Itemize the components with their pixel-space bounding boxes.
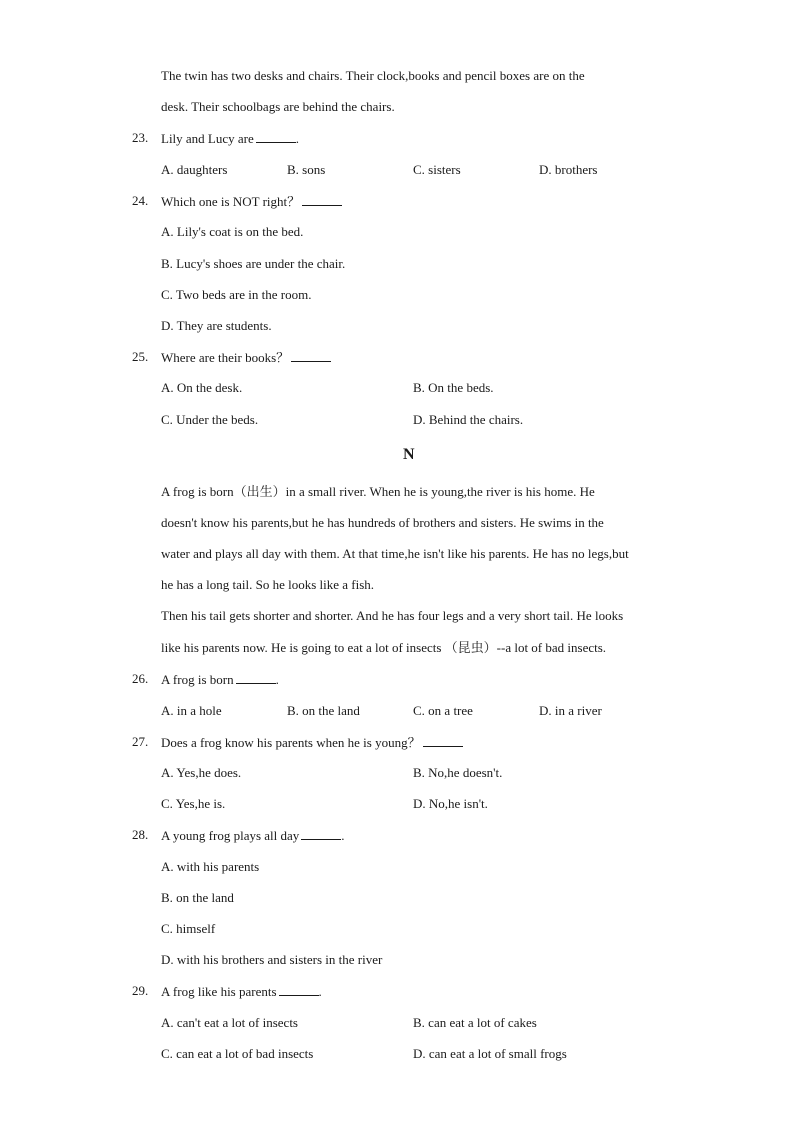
passage-line: water and plays all day with them. At that time,he isn't like his parents. He has no legs,but <box>161 546 629 561</box>
option-d[interactable]: D. with his brothers and sisters in the river <box>161 952 383 967</box>
question-stem <box>161 827 345 844</box>
option-a[interactable]: A. On the desk. <box>161 380 243 395</box>
option-c[interactable]: C. on a tree <box>413 703 473 718</box>
option-a[interactable]: A. can't eat a lot of insects <box>161 1015 298 1030</box>
question-stem <box>161 193 342 210</box>
option-a[interactable]: A. in a hole <box>161 703 222 718</box>
option-c[interactable]: C. Under the beds. <box>161 412 259 427</box>
question-tail: . <box>295 131 300 146</box>
question-text: A frog is born <box>161 672 234 687</box>
option-a[interactable]: A. Yes,he does. <box>161 765 242 780</box>
option-c[interactable]: C. Yes,he is. <box>161 796 226 811</box>
option-b[interactable]: B. On the beds. <box>413 380 494 395</box>
answer-blank[interactable] <box>291 349 331 362</box>
question-stem <box>161 349 331 366</box>
question-text: A young frog plays all day <box>161 828 300 843</box>
option-d[interactable]: D. in a river <box>539 703 602 718</box>
answer-blank[interactable] <box>301 827 341 840</box>
question-tail: . <box>275 672 279 687</box>
passage-line: The twin has two desks and chairs. Their clock,books and pencil boxes are on the <box>161 68 585 83</box>
passage-line: A frog is born（出生）in a small river. When he is young,the river is his home. He <box>161 484 595 499</box>
option-c[interactable]: C. himself <box>161 921 216 936</box>
answer-blank[interactable] <box>279 983 319 996</box>
passage-line: Then his tail gets shorter and shorter. And he has four legs and a very short tail. He looks <box>161 608 624 623</box>
option-d[interactable]: D. No,he isn't. <box>413 796 488 811</box>
option-c[interactable]: C. Two beds are in the room. <box>161 287 312 302</box>
passage-line: like his parents now. He is going to eat a lot of insects （昆虫）--a lot of bad insects. <box>161 640 607 655</box>
passage-line: desk. Their schoolbags are behind the chairs. <box>161 99 395 114</box>
passage-line: doesn't know his parents,but he has hundreds of brothers and sisters. He swims in the <box>161 515 604 530</box>
question-stem <box>161 130 299 147</box>
section-heading: N <box>403 446 415 463</box>
option-a[interactable]: A. with his parents <box>161 859 260 874</box>
question-number: 24. <box>132 193 149 208</box>
option-b[interactable]: B. Lucy's shoes are under the chair. <box>161 256 346 271</box>
option-b[interactable]: B. on the land <box>161 890 234 905</box>
option-d[interactable]: D. brothers <box>539 162 598 177</box>
answer-blank[interactable] <box>423 734 463 747</box>
question-tail: . <box>341 828 345 843</box>
passage-line: he has a long tail. So he looks like a fish. <box>161 577 375 592</box>
answer-blank[interactable] <box>256 130 296 143</box>
option-a[interactable]: A. Lily's coat is on the bed. <box>161 224 304 239</box>
question-text: Does a frog know his parents when he is young？ <box>161 735 421 750</box>
option-b[interactable]: B. can eat a lot of cakes <box>413 1015 537 1030</box>
option-b[interactable]: B. sons <box>287 162 326 177</box>
question-stem <box>161 983 322 1000</box>
question-number: 29. <box>132 983 149 998</box>
question-text: Where are their books？ <box>161 350 290 365</box>
option-c[interactable]: C. can eat a lot of bad insects <box>161 1046 314 1061</box>
answer-blank[interactable] <box>302 193 342 206</box>
option-a[interactable]: A. daughters <box>161 162 228 177</box>
question-text: Lily and Lucy are <box>161 131 254 146</box>
option-d[interactable]: D. Behind the chairs. <box>413 412 524 427</box>
question-stem <box>161 671 279 688</box>
option-b[interactable]: B. on the land <box>287 703 360 718</box>
question-text: A frog like his parents <box>161 984 277 999</box>
question-number: 23. <box>132 130 149 145</box>
question-number: 28. <box>132 827 149 842</box>
option-d[interactable]: D. They are students. <box>161 318 272 333</box>
question-text: Which one is NOT right？ <box>161 194 301 209</box>
option-b[interactable]: B. No,he doesn't. <box>413 765 503 780</box>
question-number: 25. <box>132 349 149 364</box>
question-number: 27. <box>132 734 149 749</box>
question-tail: . <box>318 984 322 999</box>
option-d[interactable]: D. can eat a lot of small frogs <box>413 1046 567 1061</box>
question-number: 26. <box>132 671 149 686</box>
option-c[interactable]: C. sisters <box>413 162 461 177</box>
question-stem <box>161 734 463 751</box>
answer-blank[interactable] <box>236 671 276 684</box>
